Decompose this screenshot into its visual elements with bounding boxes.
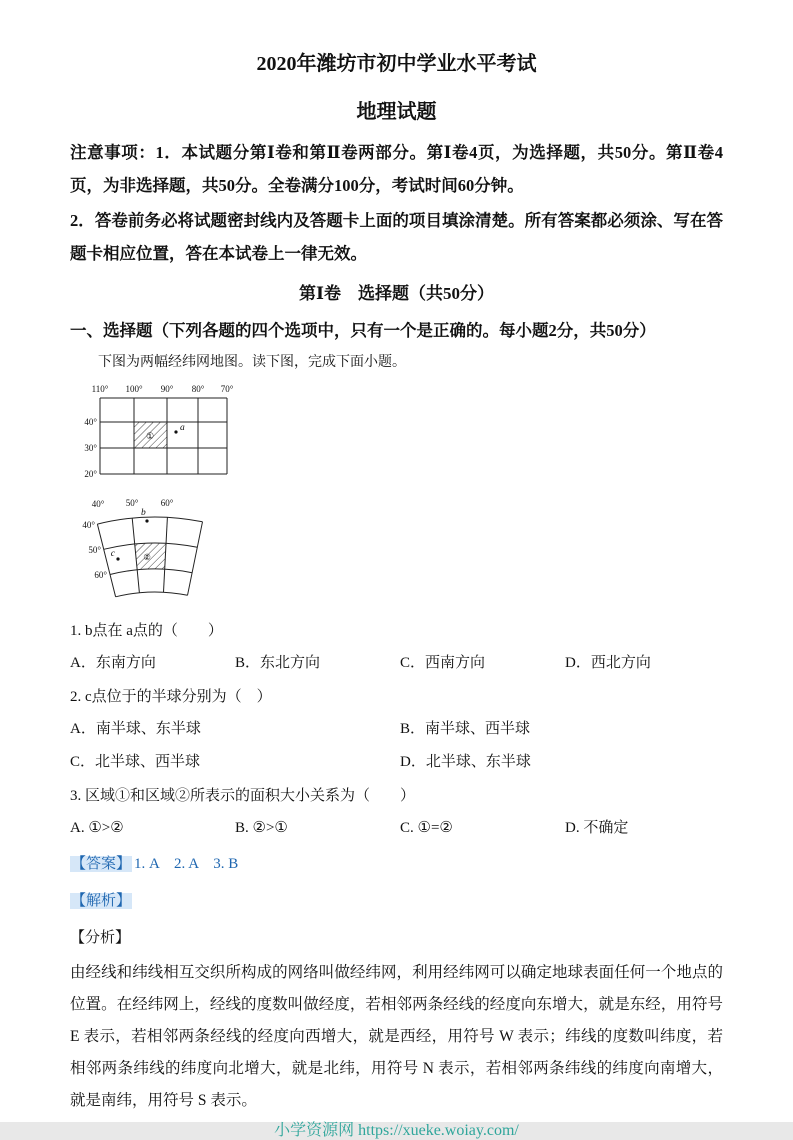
- map1-left-label: 20°: [84, 469, 97, 479]
- question-1-option-a: A．东南方向: [70, 655, 156, 671]
- map2-left-label: 40°: [82, 520, 95, 530]
- latlon-map-1: [80, 382, 723, 489]
- map2-left-label: 50°: [88, 545, 101, 555]
- question-2-option-c: C．北半球、西半球: [70, 754, 201, 770]
- map1-top-label: 100°: [125, 384, 143, 394]
- figure-intro: 下图为两幅经纬网地图。读下图，完成下面小题。: [98, 355, 406, 370]
- map1-left-labels: [84, 417, 97, 479]
- question-3-option-c: C. ①=②: [400, 820, 453, 836]
- question-2-option-a: A．南半球、东半球: [70, 721, 201, 737]
- point-b-marker: [145, 519, 148, 522]
- question-1-option-c: C．西南方向: [400, 655, 486, 671]
- question-2-options: [70, 719, 723, 772]
- footer-site-link[interactable]: 小学资源网 https://xueke.woiay.com/: [274, 1122, 519, 1139]
- map2-top-label: 50°: [125, 498, 139, 508]
- question-1-stem: 1. b点在 a点的（ ）: [70, 623, 223, 639]
- question-3-option-b: B. ②>①: [235, 820, 288, 836]
- question-3: [70, 772, 723, 838]
- map1-top-label: 110°: [91, 384, 109, 394]
- latlon-map-2-svg: [80, 495, 230, 602]
- map2-region-2-label: ②: [143, 552, 151, 562]
- part-1-heading: 一、选择题（下列各题的四个选项中，只有一个是正确的。每小题2分，共50分）: [70, 321, 656, 340]
- analysis-tag: 【分析】: [70, 930, 131, 946]
- notice-2: 2．答卷前务必将试题密封线内及答题卡上面的项目填涂清楚。所有答案都必须涂、写在答题卡相应位置，答在本试卷上一律无效。: [70, 211, 723, 263]
- map1-top-label: 70°: [220, 384, 234, 394]
- point-b-label: b: [141, 508, 146, 518]
- map2-left-label: 60°: [94, 570, 107, 580]
- question-2-option-b: B．南半球、西半球: [400, 721, 531, 737]
- question-2: [70, 673, 723, 772]
- question-2-stem: 2. c点位于的半球分别为（ ）: [70, 689, 272, 705]
- question-3-stem: 3. 区域①和区域②所表示的面积大小关系为（ ）: [70, 788, 416, 804]
- question-3-option-d: D. 不确定: [565, 820, 629, 836]
- question-1-options: [70, 653, 723, 673]
- map1-top-label: 90°: [160, 384, 174, 394]
- map1-region-1-label: ①: [145, 431, 155, 441]
- point-c-label: c: [110, 549, 115, 559]
- map2-top-labels: [92, 498, 174, 509]
- map1-left-label: 30°: [84, 443, 97, 453]
- section-1-heading: 第Ⅰ卷 选择题（共50分）: [299, 284, 494, 303]
- figure-latlon-maps: [70, 382, 723, 607]
- question-1: [70, 607, 723, 673]
- answer-tag: 【答案】: [71, 856, 132, 872]
- map1-top-label: 80°: [191, 384, 205, 394]
- question-3-option-a: A. ①>②: [70, 820, 124, 836]
- analysis-row: [70, 927, 723, 949]
- point-a-label: a: [180, 423, 185, 433]
- latlon-map-1-svg: [80, 382, 248, 484]
- point-c-marker: [116, 557, 119, 560]
- notice-1: 注意事项：1．本试题分第Ⅰ卷和第Ⅱ卷两部分。第Ⅰ卷4页，为选择题，共50分。第Ⅱ卷4页，为非选择题，共50分。全卷满分100分，考试时间60分钟。: [70, 143, 723, 195]
- explanation-row: [70, 890, 723, 912]
- question-1-option-b: B．东北方向: [235, 655, 321, 671]
- question-2-option-d: D．北半球、东半球: [400, 754, 531, 770]
- explanation-tag: 【解析】: [71, 893, 132, 909]
- map1-top-labels: [92, 384, 234, 394]
- question-3-options: [70, 818, 723, 838]
- page-footer: [70, 1117, 723, 1140]
- analysis-paragraph: 由经线和纬线相互交织所构成的网络叫做经纬网，利用经纬网可以确定地球表面任何一个地点的位置。在经纬网上，经线的度数叫做经度，若相邻两条经线的经度向东增大，就是东经，用符号 E 表示，若相邻两条经线的经度向西增大，就是西经，用符号 W 表示；纬线的度数叫纬度，若相邻两条纬线的纬度向北增大，就是北纬，用符号 N 表示，若相邻两条纬线的纬度向南增大，就是南纬，用符号 S 表示。: [70, 964, 723, 1109]
- map2-top-label: 60°: [160, 498, 174, 508]
- page-title: 2020年潍坊市初中学业水平考试: [256, 53, 537, 75]
- point-a-marker: [174, 430, 177, 433]
- answer-row: [70, 853, 723, 875]
- map1-left-label: 40°: [84, 417, 97, 427]
- doc-subtitle: 地理试题: [356, 101, 437, 123]
- answer-values: 1. A 2. A 3. B: [134, 856, 239, 872]
- question-1-option-d: D．西北方向: [565, 655, 651, 671]
- latlon-map-2: [80, 495, 723, 607]
- map2-top-label: 40°: [91, 499, 105, 509]
